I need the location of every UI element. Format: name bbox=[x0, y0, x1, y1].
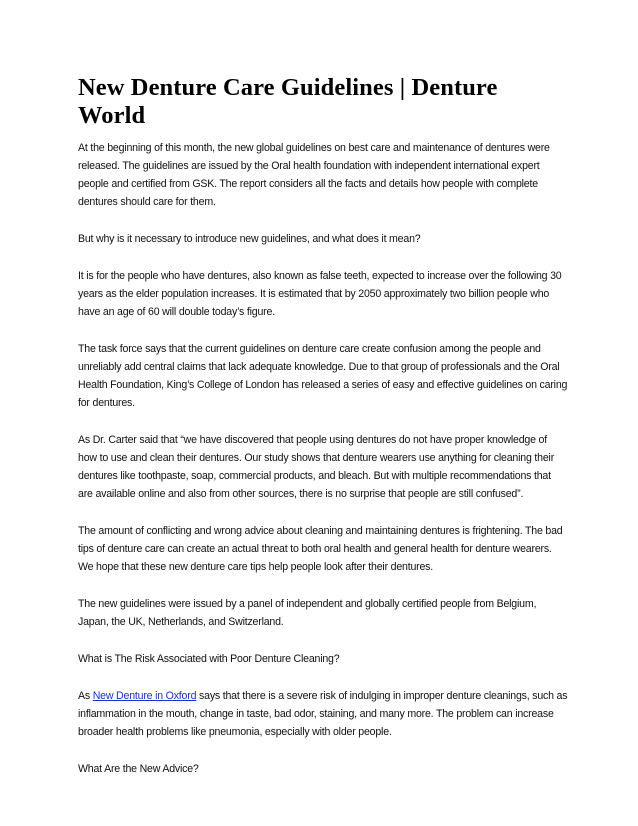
paragraph-quote: As Dr. Carter said that “we have discovered that people using dentures do not have proper knowledge of how to use and clean their dentures. Our study shows that denture wearers use anything for cleaning their dentures like toothpaste, soap, commercial products, and bleach. But with multiple recommendations that are available online and also from other sources, there is no surprise that people are still confused”. bbox=[78, 434, 555, 500]
paragraph-population: It is for the people who have dentures, also known as false teeth, expected to increase over the following 30 years as the elder population increases. It is estimated that by 2050 approximately two billion people who have an age of 60 will double today’s figure. bbox=[78, 270, 562, 318]
paragraph-risk bbox=[78, 687, 568, 741]
paragraph-conflicting-advice: The amount of conflicting and wrong advice about cleaning and maintaining dentures is frightening. The bad tips of denture care can create an actual threat to both oral health and general health for denture wearers. We hope that these new denture care tips help people look after their dentures. bbox=[78, 525, 563, 573]
new-denture-oxford-link[interactable]: New Denture in Oxford bbox=[92, 690, 197, 702]
section-heading-risk: What is The Risk Associated with Poor Denture Cleaning? bbox=[78, 653, 340, 665]
paragraph-risk-suffix: says that there is a severe risk of indulging in improper denture cleanings, such as inflammation in the mouth, change in taste, bad odor, staining, and many more. The problem can increase broader health problems like pneumonia, especially with older people. bbox=[78, 690, 568, 738]
document-content bbox=[78, 74, 568, 797]
paragraph-intro: At the beginning of this month, the new global guidelines on best care and maintenance of dentures were released. The guidelines are issued by the Oral health foundation with independent international expert people and certified from GSK. The report considers all the facts and details how people with complete dentures should care for them. bbox=[78, 142, 550, 208]
paragraph-task-force: The task force says that the current guidelines on denture care create confusion among the people and unreliably add central claims that lack adequate knowledge. Due to that group of professionals and the Oral Health Foundation, King’s College of London has released a series of easy and effective guidelines on caring for dentures. bbox=[78, 343, 568, 409]
paragraph-risk-prefix: As bbox=[78, 690, 93, 702]
paragraph-panel: The new guidelines were issued by a panel of independent and globally certified people from Belgium, Japan, the UK, Netherlands, and Switzerland. bbox=[78, 598, 537, 628]
paragraph-question-why: But why is it necessary to introduce new guidelines, and what does it mean? bbox=[78, 233, 421, 245]
section-heading-new-advice: What Are the New Advice? bbox=[78, 763, 199, 775]
document-title: New Denture Care Guidelines | Denture World bbox=[78, 74, 498, 129]
